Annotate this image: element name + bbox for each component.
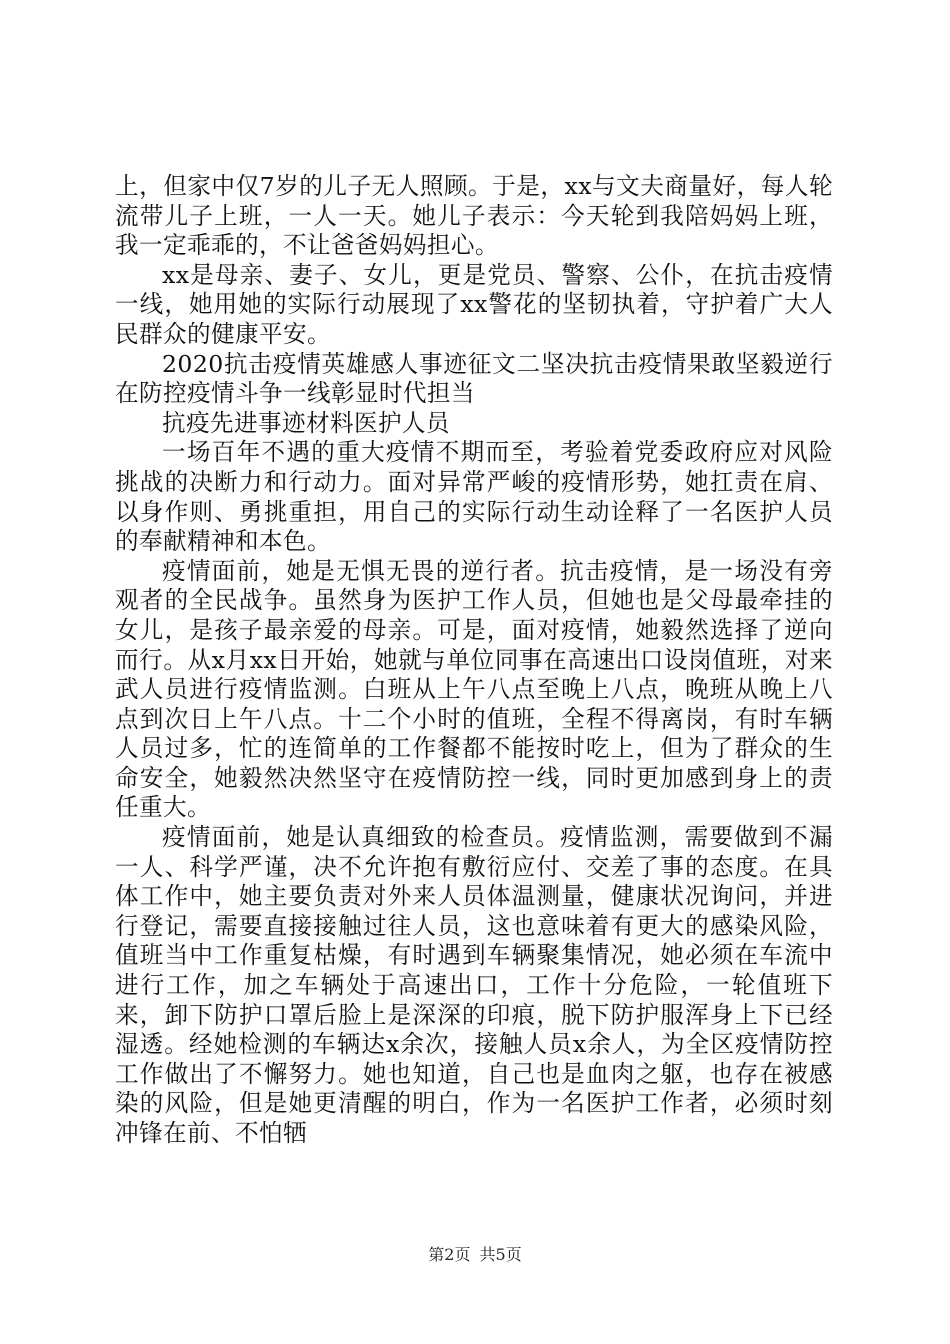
page-number: 第2页	[428, 1245, 471, 1264]
paragraph-7: 疫情面前，她是认真细致的检查员。疫情监测，需要做到不漏一人、科学严谨，决不允许抱有敷衍应付、交差了事的态度。在具体工作中，她主要负责对外来人员体温测量，健康状况询问，并进行登记，需要直接接触过往人员，这也意味着有更大的感染风险，值班当中工作重复枯燥，有时遇到车辆聚集情况，她必须在车流中进行工作，加之车辆处于高速出口，工作十分危险，一轮值班下来，卸下防护口罩后脸上是深深的印痕，脱下防护服浑身上下已经湿透。经她检测的车辆达x余次，接触人员x余人，为全区疫情防控工作做出了不懈努力。她也知道，自己也是血肉之躯，也存在被感染的风险，但是她更清醒的明白，作为一名医护工作者，必须时刻冲锋在前、不怕牺	[115, 823, 833, 1147]
paragraph-heading-essay: 2020抗击疫情英雄感人事迹征文二坚决抗击疫情果敢坚毅逆行在防控疫情斗争一线彰显时代担当	[115, 349, 833, 408]
paragraph-5: 一场百年不遇的重大疫情不期而至，考验着党委政府应对风险挑战的决断力和行动力。面对异常严峻的疫情形势，她扛责在肩、以身作则、勇挑重担，用自己的实际行动生动诠释了一名医护人员的奉献精神和本色。	[115, 438, 833, 556]
page-footer	[0, 1242, 950, 1265]
paragraph-1: 上，但家中仅7岁的儿子无人照顾。于是，xx与文夫商量好，每人轮流带儿子上班，一人一天。她儿子表示：今天轮到我陪妈妈上班，我一定乖乖的，不让爸爸妈妈担心。	[115, 172, 833, 260]
document-body	[115, 172, 833, 1149]
paragraph-2: xx是母亲、妻子、女儿，更是党员、警察、公仆，在抗击疫情一线，她用她的实际行动展现了xx警花的坚韧执着，守护着广大人民群众的健康平安。	[115, 260, 833, 348]
paragraph-subheading: 抗疫先进事迹材料医护人员	[162, 408, 450, 437]
page-total: 共5页	[479, 1245, 522, 1264]
paragraph-6: 疫情面前，她是无惧无畏的逆行者。抗击疫情，是一场没有旁观者的全民战争。虽然身为医护工作人员，但她也是父母最牵挂的女儿，是孩子最亲爱的母亲。可是，面对疫情，她毅然选择了逆向而行。从x月xx日开始，她就与单位同事在高速出口设岗值班，对来武人员进行疫情监测。白班从上午八点至晚上八点，晚班从晚上八点到次日上午八点。十二个小时的值班，全程不得离岗，有时车辆人员过多，忙的连简单的工作餐都不能按时吃上，但为了群众的生命安全，她毅然决然坚守在疫情防控一线，同时更加感到身上的责任重大。	[115, 556, 833, 822]
